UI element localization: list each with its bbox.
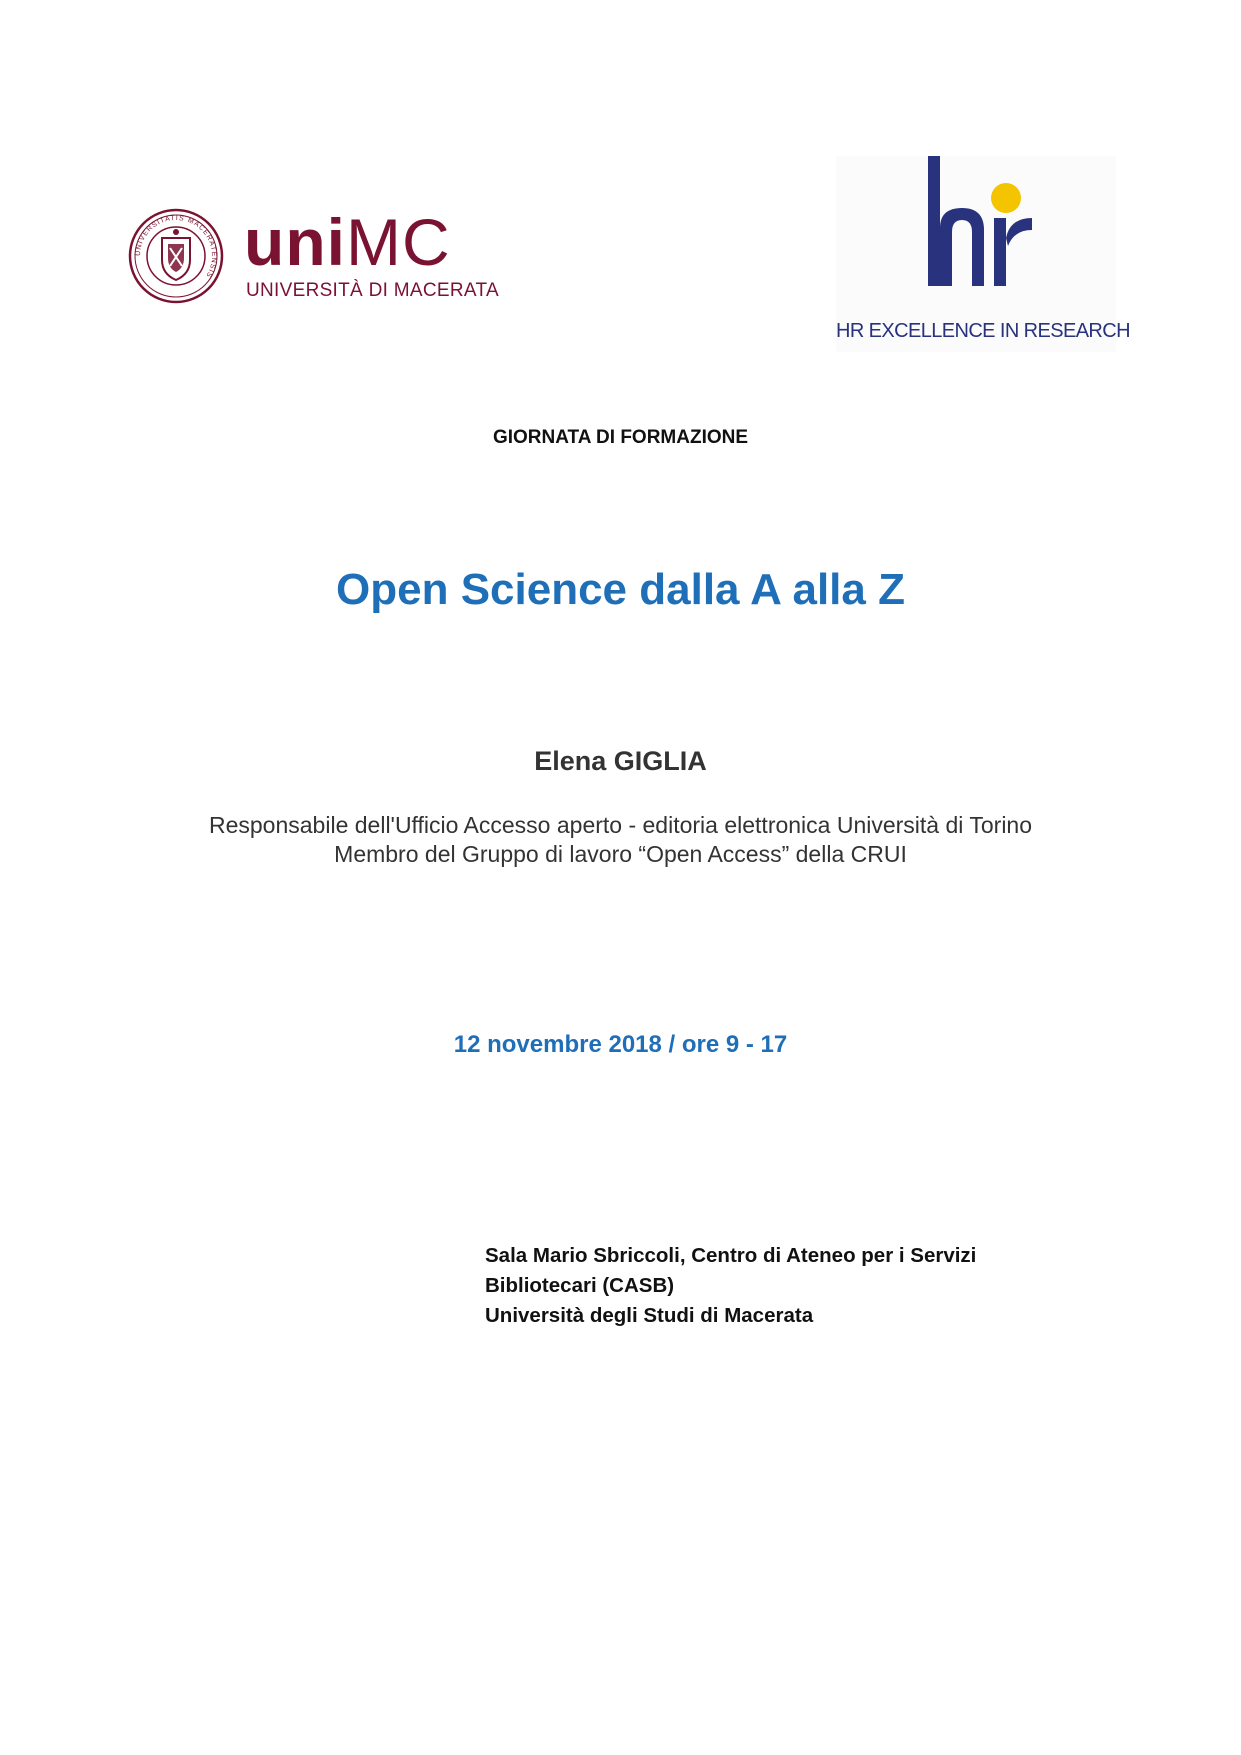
venue-line: Università degli Studi di Macerata [485, 1304, 814, 1327]
hr-logo-icon [928, 156, 1048, 290]
event-venue [485, 1241, 1125, 1331]
speaker-name: Elena GIGLIA [534, 746, 707, 776]
unimc-subtitle: UNIVERSITÀ DI MACERATA [246, 280, 499, 301]
hr-logo-caption: HR EXCELLENCE IN RESEARCH [836, 320, 1130, 342]
event-date-time: 12 novembre 2018 / ore 9 - 17 [453, 1031, 788, 1058]
university-seal-icon [128, 208, 224, 304]
seal-text: UNIVERSITATIS MACERATENSIS [134, 214, 218, 280]
unimc-wordmark-light: MC [345, 205, 451, 279]
unimc-wordmark-bold: uni [244, 205, 346, 279]
event-title: Open Science dalla A alla Z [336, 565, 905, 614]
unimc-wordmark [244, 205, 451, 279]
unimc-logo [128, 205, 508, 308]
event-type-heading: GIORNATA DI FORMAZIONE [492, 427, 749, 448]
venue-line: Bibliotecari (CASB) [485, 1274, 675, 1297]
speaker-role-line: Responsabile dell'Ufficio Accesso aperto - editoria elettronica Università di Torino [208, 812, 1033, 838]
hr-excellence-logo [836, 156, 1130, 352]
speaker-roles [0, 811, 1241, 869]
venue-line: Sala Mario Sbriccoli, Centro di Ateneo per i Servizi [485, 1244, 977, 1267]
speaker-role-line: Membro del Gruppo di lavoro “Open Access” della CRUI [334, 841, 907, 867]
